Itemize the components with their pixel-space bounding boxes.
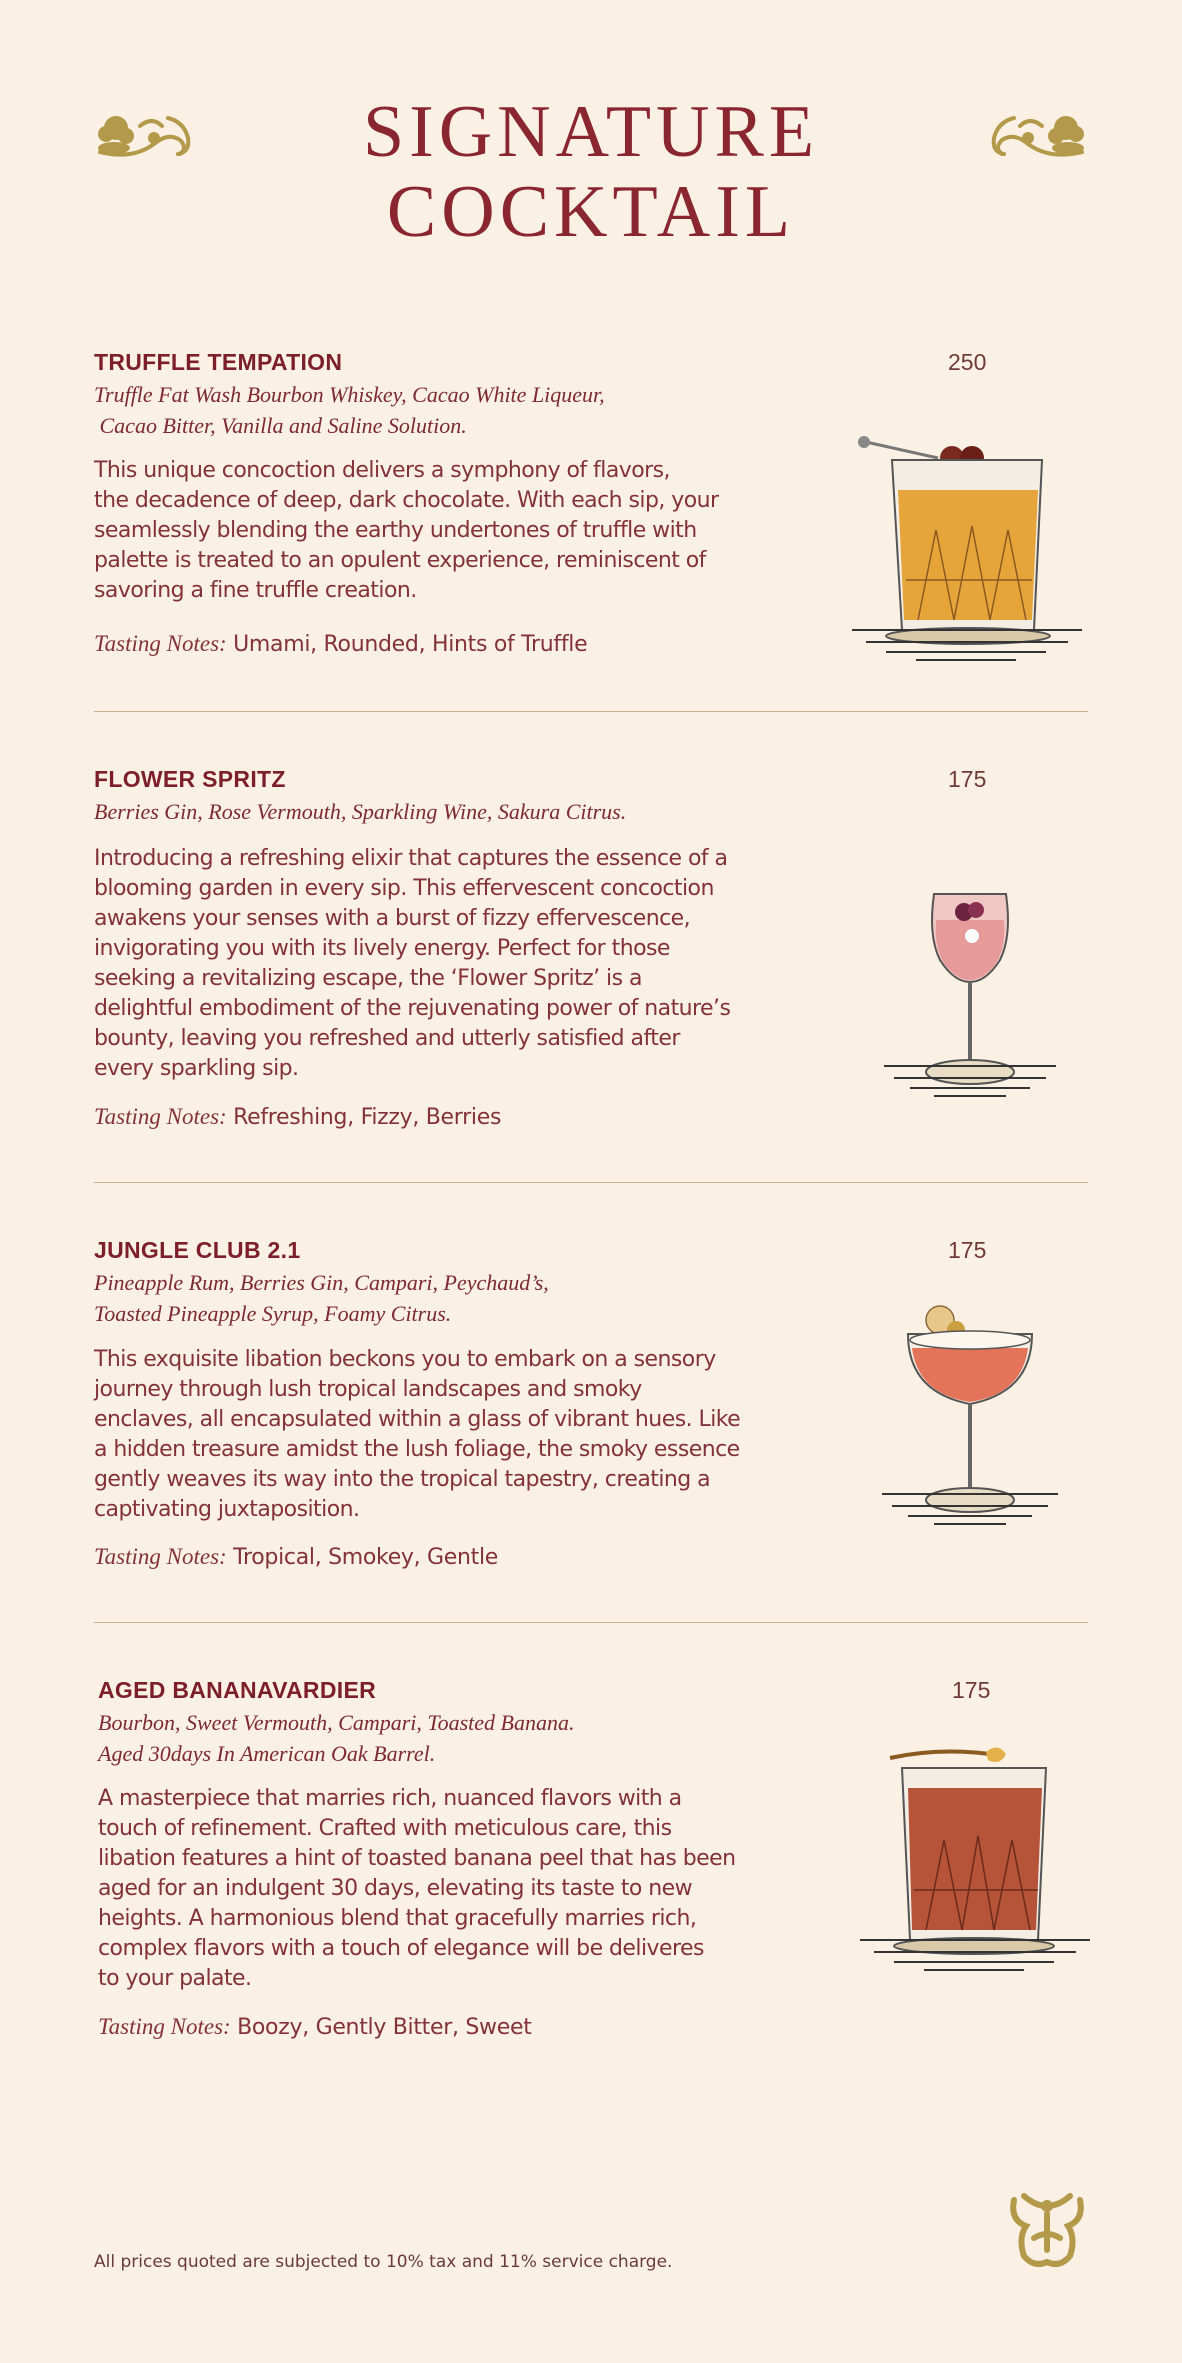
description-line: enclaves, all encapsulated within a glass of vibrant hues. Like xyxy=(94,1407,741,1432)
item-description xyxy=(94,1345,754,1525)
item-name: FLOWER SPRITZ xyxy=(94,766,286,792)
title-line-2: COCKTAIL xyxy=(386,171,796,253)
rocks-glass-with-cherries-icon xyxy=(846,430,1086,670)
description-line: complex flavors with a touch of elegance will be deliveres xyxy=(98,1936,704,1961)
ingredients-line: Berries Gin, Rose Vermouth, Sparkling Wine, Sakura Citrus. xyxy=(94,799,627,824)
item-description xyxy=(98,1784,758,1994)
description-line: seeking a revitalizing escape, the ‘Flower Spritz’ is a xyxy=(94,966,642,991)
section-divider xyxy=(94,1622,1088,1623)
item-price: 175 xyxy=(952,1677,991,1703)
item-name: TRUFFLE TEMPATION xyxy=(94,349,343,375)
item-ingredients xyxy=(94,796,734,827)
description-line: heights. A harmonious blend that gracefully marries rich, xyxy=(98,1906,697,1931)
footer-tax-note: All prices quoted are subjected to 10% tax and 11% service charge. xyxy=(94,2252,673,2272)
item-ingredients xyxy=(94,1267,734,1329)
description-line: seamlessly blending the earthy undertones of truffle with xyxy=(94,518,697,543)
description-line: This exquisite libation beckons you to embark on a sensory xyxy=(94,1347,716,1372)
description-line: palette is treated to an opulent experience, reminiscent of xyxy=(94,548,706,573)
description-line: A masterpiece that marries rich, nuanced flavors with a xyxy=(98,1786,682,1811)
description-line: awakens your senses with a burst of fizzy effervescence, xyxy=(94,906,691,931)
item-name: JUNGLE CLUB 2.1 xyxy=(94,1237,301,1263)
item-ingredients xyxy=(94,379,734,441)
description-line: captivating juxtaposition. xyxy=(94,1497,360,1522)
tasting-notes-value: Boozy, Gently Bitter, Sweet xyxy=(237,2015,532,2040)
tasting-notes-label: Tasting Notes: xyxy=(94,1544,227,1569)
tasting-notes xyxy=(94,1543,774,1570)
title-line-1: SIGNATURE xyxy=(362,91,820,173)
tasting-notes-value: Umami, Rounded, Hints of Truffle xyxy=(233,632,588,657)
ingredients-line: Cacao Bitter, Vanilla and Saline Solution. xyxy=(94,413,467,438)
ingredients-line: Bourbon, Sweet Vermouth, Campari, Toasted Banana. xyxy=(98,1710,575,1735)
tasting-notes-label: Tasting Notes: xyxy=(98,2014,231,2039)
description-line: touch of refinement. Crafted with meticulous care, this xyxy=(98,1816,672,1841)
item-price: 175 xyxy=(948,1237,987,1263)
section-divider xyxy=(94,1182,1088,1183)
item-description xyxy=(94,456,754,606)
wine-glass-pink-icon xyxy=(880,886,1060,1126)
tasting-notes-value: Refreshing, Fizzy, Berries xyxy=(233,1105,502,1130)
description-line: a hidden treasure amidst the lush foliage, the smoky essence xyxy=(94,1437,740,1462)
tasting-notes xyxy=(98,2013,778,2040)
tasting-notes-label: Tasting Notes: xyxy=(94,631,227,656)
crest-logo-icon xyxy=(1004,2186,1090,2272)
description-line: bounty, leaving you refreshed and utterly satisfied after xyxy=(94,1026,680,1051)
ingredients-line: Toasted Pineapple Syrup, Foamy Citrus. xyxy=(94,1301,452,1326)
ingredients-line: Aged 30days In American Oak Barrel. xyxy=(98,1741,436,1766)
page-title xyxy=(0,92,1182,252)
description-line: aged for an indulgent 30 days, elevating its taste to new xyxy=(98,1876,693,1901)
item-price: 175 xyxy=(948,766,987,792)
item-ingredients xyxy=(98,1707,738,1769)
section-divider xyxy=(94,711,1088,712)
description-line: This unique concoction delivers a symphony of flavors, xyxy=(94,458,670,483)
item-name: AGED BANANAVARDIER xyxy=(98,1677,376,1703)
description-line: libation features a hint of toasted banana peel that has been xyxy=(98,1846,736,1871)
description-line: to your palate. xyxy=(98,1966,252,1991)
description-line: blooming garden in every sip. This effervescent concoction xyxy=(94,876,714,901)
description-line: invigorating you with its lively energy. Perfect for those xyxy=(94,936,670,961)
description-line: gently weaves its way into the tropical tapestry, creating a xyxy=(94,1467,711,1492)
rocks-glass-red-icon xyxy=(854,1744,1094,1980)
description-line: delightful embodiment of the rejuvenating power of nature’s xyxy=(94,996,731,1021)
coupe-glass-orange-icon xyxy=(878,1300,1062,1552)
tasting-notes xyxy=(94,1103,774,1130)
description-line: the decadence of deep, dark chocolate. With each sip, your xyxy=(94,488,719,513)
description-line: savoring a fine truffle creation. xyxy=(94,578,417,603)
ingredients-line: Pineapple Rum, Berries Gin, Campari, Peychaud’s, xyxy=(94,1270,549,1295)
tasting-notes-label: Tasting Notes: xyxy=(94,1104,227,1129)
description-line: Introducing a refreshing elixir that captures the essence of a xyxy=(94,846,728,871)
ingredients-line: Truffle Fat Wash Bourbon Whiskey, Cacao White Liqueur, xyxy=(94,382,605,407)
tasting-notes xyxy=(94,630,774,657)
item-price: 250 xyxy=(948,349,987,375)
description-line: every sparkling sip. xyxy=(94,1056,299,1081)
tasting-notes-value: Tropical, Smokey, Gentle xyxy=(233,1545,499,1570)
description-line: journey through lush tropical landscapes and smoky xyxy=(94,1377,642,1402)
item-description xyxy=(94,844,754,1084)
